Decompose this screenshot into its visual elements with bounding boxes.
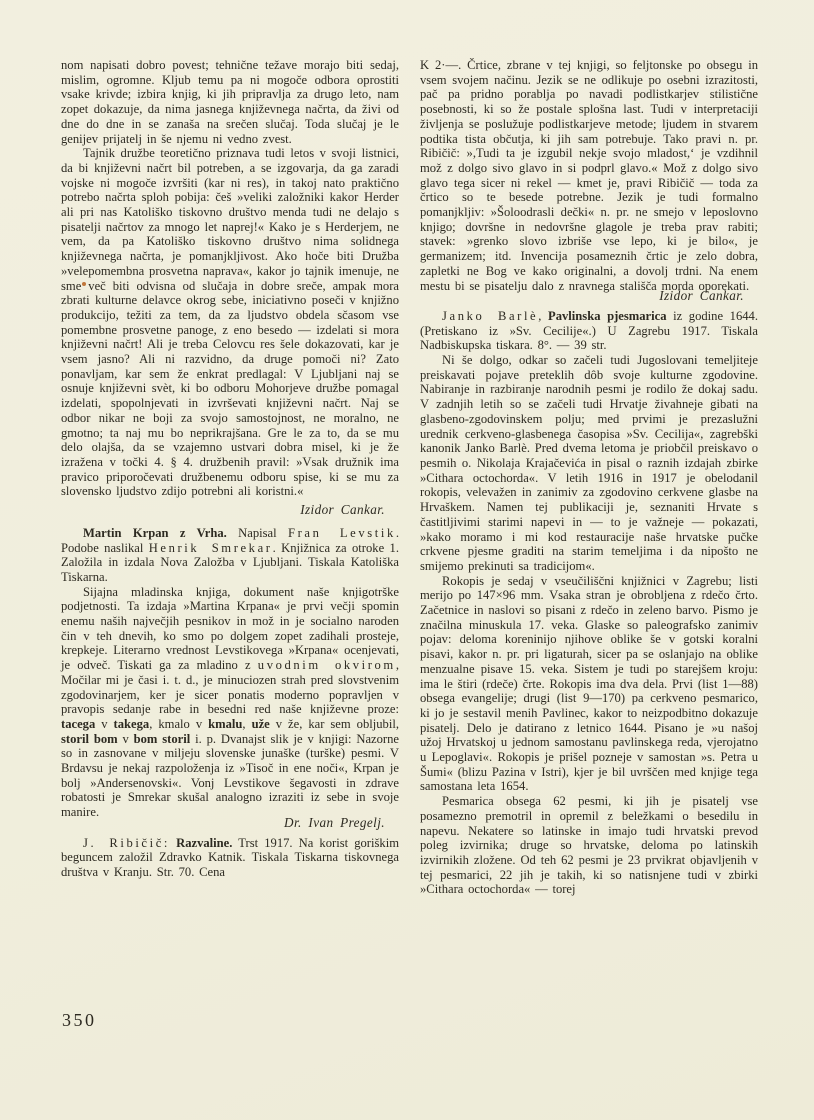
paragraph xyxy=(420,58,758,293)
emphasis-bold: Pavlinska pjesmarica xyxy=(548,308,667,323)
emphasis-bold: takega xyxy=(113,716,150,731)
review-signature xyxy=(61,816,385,831)
text-run: . Knjižnica za otroke 1. Založila in izdala Nova Založba v Ljubljani. Tiskala Katoliška Tiskarna. xyxy=(61,540,400,584)
paragraph xyxy=(61,58,399,146)
paragraph xyxy=(61,146,399,499)
text-run: K 2·—. Črtice, zbrane v tej knjigi, so feljtonske po obsegu in vsem svojem načinu. Jezik se ne odlikuje po osebni izrazitosti, pač pa pridno porablja po navadi podlistkarjev stilistične posebnosti, ki so že postale splošna last. Tudi v interpretaciji življenja se poslužuje podlistkarjeve metode; ljudem in stvarem podtika tista občutja, ki jih sam potrebuje. Tako pravi n. pr. Ribičič: »,Tudi ta je izgubil nekje svojo mladost,‘ je vzdihnil mož z dolgo sivo glavo in si podprl glavo.« Mož z dolgo sivo glavo tega sicer ni rekel — kmet je, pravi Ribičič — toda za črtico so te besede potrebne. Jezik je tudi formalno pomanjkljiv: »Šoloodrasli dečki« n. pr. ne smejo v leposlovno knjigo; dovršne in nedovršne glagole je treba prav rabiti; stavek: »grenko slovo izbriše vse lepo, ki je bilo«, je germanizem; itd. Invencija posameznih črtic je zelo dobra, zapletki ne Bog ve kako originalni, a dovolj trdni. Na enem mestu bi se pisatelju dalo z nravnega stališča morda oporekati. xyxy=(420,58,758,293)
text-run: v xyxy=(95,716,114,731)
text-run: Izidor Cankar. xyxy=(659,288,744,304)
emphasis-spaced: Henrik Smrekar xyxy=(148,540,273,555)
text-run: v že, kar sem obljubil, xyxy=(269,716,400,731)
paragraph xyxy=(61,585,399,820)
text-run: , xyxy=(242,716,252,731)
page-number: 350 xyxy=(62,1010,97,1030)
emphasis-spaced: Fran Levstik xyxy=(288,525,396,540)
ink-speck xyxy=(82,282,86,286)
emphasis-bold: uže xyxy=(251,716,270,731)
text-run: Rokopis je sedaj v vseučiliščni knjižnici v Zagrebu; listi merijo po 147×96 mm. Vsaka stran je obrobljena z rdečo črto. Začetnice in naslovi so pisani z rdečo in zeleno barvo. Pismo je značilna minuskula 17. veka. Glaske so paleografsko zanimiv pojav: deloma koreninijo njihove oblike še v gotski koralni pisavi, kakor n. pr. pri ligaturah, sicer pa se oslanjajo na oblike menzualne pisave 15. veka. Sistem je tudi po starejšem kroju: ima le štiri (rdeče) črte. Rokopis ima dva dela. Prvi (list 1—88) obsega evangelije; drugi (list 9—170) pa cerkveno pesmarico, ki jo je sestavil menih Pavlinec, kakor to neizpodbitno dokazuje pisatelj. Delo je datirano z letnico 1644. Pisano je »u našoj užoj Hrvatskoj u jednom samostanu pavlinskega reda, vjerojatno u Lepoglavi«. Rokopis je prišel pozneje v samostan »s. Petra u Šumi« (blizu Pazina v Istri), kjer je bil uvrščen med knjige tega samostana leta 1654. xyxy=(420,573,758,794)
text-run: Dr. Ivan Pregelj. xyxy=(284,814,385,830)
emphasis-spaced: uvodnim okvirom xyxy=(257,658,396,673)
paragraph xyxy=(61,836,399,880)
text-column-left xyxy=(61,58,399,880)
review-signature xyxy=(61,503,385,518)
emphasis-bold: tacega xyxy=(61,716,96,731)
text-run: . Podobe naslikal xyxy=(61,525,399,555)
text-run: , kmalo v xyxy=(149,716,209,731)
text-run: iz godine 1644. (Pretiskano iz »Sv. Cecilije«.) U Zagrebu 1917. Tiskala Nadbiskupska tiskara. 8°. — 39 str. xyxy=(420,308,758,353)
paragraph xyxy=(420,353,758,574)
paragraph xyxy=(420,309,758,353)
text-run: Sijajna mladinska knjiga, dokument naše knjigotrške podjetnosti. Ta izdaja »Martina Krpana« je prvi večji spomin enemu naših največjih pesnikov in mož in je socialno naroden čin v teh dnevih, ko smo po dolgem zopet zadihali prosteje, krepkeje. Literarno vrednost Levstikovega »Krpana« ocenjevati, je odveč. Tiskati ga za mladino z xyxy=(61,584,399,673)
text-run: , Močilar mi je časi i. t. d., je minuciozen strah pred slovstvenim zgodovinarjem, ker je sicer ponatis moderno popravljen v pravopis sedanje rabe in besedni red naše književne proze: xyxy=(61,658,399,717)
emphasis-bold: storil bom xyxy=(61,731,118,746)
emphasis-spaced: J. Ribičič: xyxy=(83,835,171,850)
text-run: Ni še dolgo, odkar so začeli tudi Jugoslovani temeljiteje preiskavati pojave preteklih dôb svoje kulturne zgodovine. Nabiranje in razbiranje narodnih pesmi je rodilo že dokaj sadu. V zadnjih letih so se začeli tudi Hrvatje živahneje gibati na glasbeno-zgodovinskem polju; med prvimi je prezaslužni urednik cerkveno-glasbenega časopisa »Sv. Cecilija«, zagrebški kanonik Janko Barlè. Pred dvema letoma je priobčil preiskavo o pesmih o. Nikolaja Krajačevića in pisal o raznih izdajah zbirke »Cithara octochorda«. V letih 1916 in 1917 je obelodanil rokopis, velevažen in zanimiv za zgodovino cerkvene glasbe na Hrvaškem. Namen tej publikaciji je, seznaniti Hrvate s častitljivimi starimi napevi in — to je važneje — pokazati, »kako moramo i mi kod restauracije naše hrvatske pučke crkvene pjesme graditi na starim temeljima i da nipošto ne smijemo prekinuti sa tradicijom«. xyxy=(420,353,758,573)
text-run: nom napisati dobro povest; tehnične težave morajo biti sedaj, mislim, ogromne. Kljub temu pa ni mogoče odbora oprostiti vsake krivde; izbira knjig, ki jih pripravlja za drugo leto, nam zopet dokazuje, da nima jasnega književnega načrta, da živi od dne do dne in se zanaša na srečen slučaj. Toda slučaj je le genijev prijatelj in še njemu ni vedno zvest. xyxy=(61,58,399,146)
paragraph xyxy=(420,574,758,795)
text-run: več biti odvisna od slučaja in dobre sreče, ampak mora zbrati kulturne delavce okrog sebe, iniciativno poseči v knjižno produkcijo, težiti za tem, da za ljudstvo obdela sčasom vse pomembne prosvetne panoge, z eno besedo — izdelati si mora književni načrt! Ali je treba Celovcu res šele dokazovati, kar je vsem jasno? Ali ni razvidno, da druge pomoči ni? Zato ponavljam, kar sem že enkrat predlagal: V Ljubljani naj se osnuje književni svèt, ki bo odboru Mohorjeve družbe pomagal izdelati, spopolnjevati in izvrševati književni načrt. Naj se odbor nikar ne boji za svojo samostojnost, ne moralno, ne gmotno; ta naj mu bo neprikrajšana. Gre le za to, da se mu delo olajša, da se vzajemno ustvari dobra misel, ki je že izražena v točki 4. § 4. družbenih pravil: »Vsak družnik ima pravico priporočevati družbenemu odboru spise, ki se mu za slovensko ljudstvo zdijo potrebni ali koristni.« xyxy=(61,278,399,499)
text-run: Pesmarica obsega 62 pesmi, ki jih je pisatelj vse posamezno premotril in opremil z beležkami o besedilu in napevu. Nekatere so latinske in imajo tudi hrvatski prevod poleg izvirnika; druge so hrvatske, deloma po latinskih izvirnikih zložene. Od teh 62 pesmi je 23 prvikrat objavljenih v tej pesmarici, 22 jih je takih, ki so natisnjene tudi v zbirki »Cithara octochorda« — torej xyxy=(420,794,758,897)
text-column-right xyxy=(420,58,758,897)
text-run: Izidor Cankar. xyxy=(300,502,385,518)
emphasis-bold: Martin Krpan z Vrha. xyxy=(83,525,227,540)
text-run: i. p. Dvanajst slik je v knjigi: Nazorne so in zasnovane v miljeju slovenske junaške (turške) pesmi. V Brdavsu je nekaj razpoloženja iz »Tisoč in ene noči«, Krpan je bolj »Andersenovski«. Vonj Levstikove šegavosti in zdrave robatosti je Smrekar skušal analogno izraziti iz sebe in svoje manire. xyxy=(61,731,399,820)
emphasis-bold: kmalu xyxy=(208,716,243,731)
text-run: Tajnik družbe teoretično priznava tudi letos v svoji listnici, da bi književni načrt bil potreben, a se izgovarja, da ga zaradi vojske ni mogoče izvršiti (kar ni res), in takoj nato praktično potrebo načrta sploh pobija: češ »veliki založniki kakor Herder ali pri nas Katoliško tiskovno društvo menda tudi ne delajo s pisatelji načrtov za mnogo let naprej!« Kako je s Herderjem, ne vem, da pa Katoliško tiskovno društvo nima solidnega književnega načrta, je pomanjkljivost. Ako hoče biti Družba »velepomembna prosvetna naprava«, kakor jo tajnik imenuje, ne sme xyxy=(61,146,399,293)
emphasis-spaced: Janko Barlè xyxy=(442,308,539,323)
paragraph xyxy=(420,794,758,897)
emphasis-bold: Razvaline. xyxy=(176,835,233,850)
text-run: Napisal xyxy=(226,525,289,540)
text-run: Trst 1917. Na korist goriškim beguncem založil Zdravko Katnik. Tiskala Tiskarna tiskovnega društva v Kranju. Str. 70. Cena xyxy=(61,835,399,879)
emphasis-bold: bom storil xyxy=(133,731,191,746)
paragraph xyxy=(61,526,399,585)
text-run: , xyxy=(538,308,548,323)
text-run: v xyxy=(117,731,134,746)
